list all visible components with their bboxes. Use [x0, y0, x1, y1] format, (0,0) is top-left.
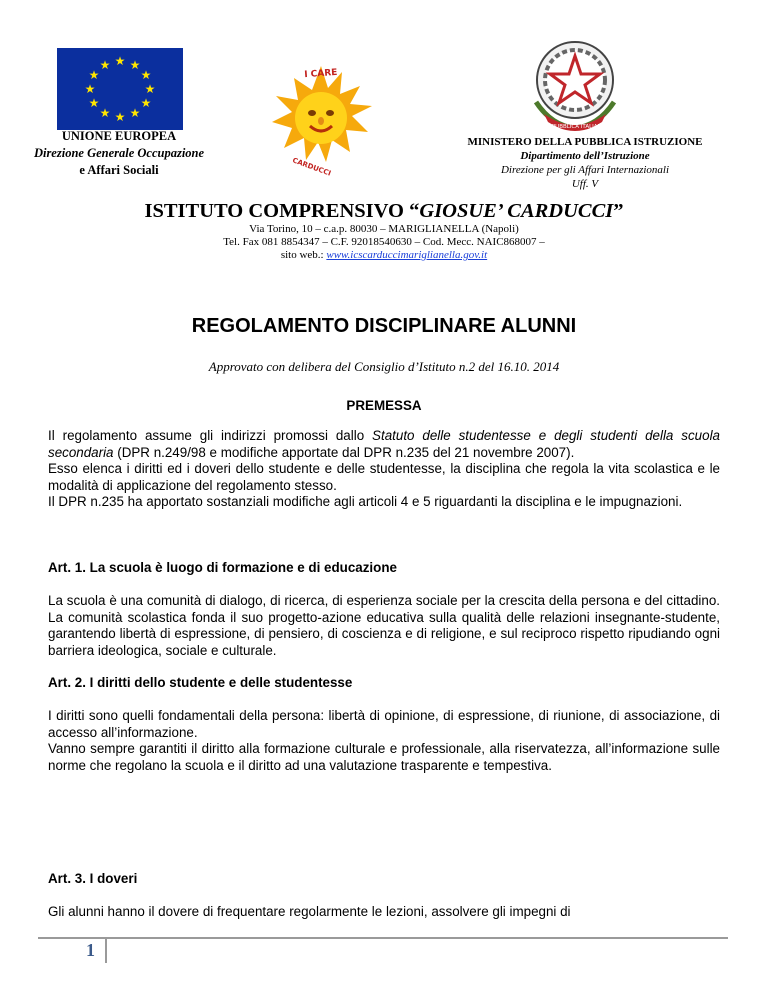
school-name-italic: GIOSUE’ CARDUCCI	[419, 200, 614, 222]
premessa-paragraph	[48, 428, 720, 511]
republic-emblem-icon	[522, 36, 628, 136]
page-number: 1	[86, 940, 95, 960]
art2-p2: Vanno sempre garantiti il diritto alla formazione culturale e professionale, alla riservatezza, all’informazione sulle norme che regolano la scuola e il diritto ad una valutazione trasparente e tempestiva.	[48, 741, 720, 773]
premessa-p3: Il DPR n.235 ha apportato sostanziali modifiche agli articoli 4 e 5 riguardanti la disciplina e le impugnazioni.	[48, 494, 683, 510]
svg-text:I CARE: I CARE	[303, 67, 338, 81]
eu-flag-icon	[57, 48, 183, 130]
art3-text: Gli alunni hanno il dovere di frequentare regolarmente le lezioni, assolvere gli impegni di	[48, 904, 571, 919]
svg-text:★: ★	[144, 82, 156, 96]
svg-text:★: ★	[129, 106, 141, 120]
art1-heading: Art. 1. La scuola è luogo di formazione e di educazione	[48, 560, 397, 575]
art2-heading: Art. 2. I diritti dello studente e delle studentesse	[48, 675, 353, 690]
premessa-p1-start: Il regolamento assume gli indirizzi promossi dallo	[48, 428, 373, 443]
document-title: REGOLAMENTO DISCIPLINARE ALUNNI	[191, 315, 577, 337]
svg-text:★: ★	[140, 68, 152, 82]
ministry-direction: Direzione per gli Affari Internazionali	[500, 164, 670, 176]
svg-text:★: ★	[99, 58, 111, 72]
school-website	[0, 249, 768, 262]
svg-text:★: ★	[88, 68, 100, 82]
school-contacts: Tel. Fax 081 8854347 – C.F. 92018540630 – Cod. Mecc. NAIC868007 –	[223, 236, 545, 248]
school-address: Via Torino, 10 – c.a.p. 80030 – MARIGLIANELLA (Napoli)	[249, 223, 519, 235]
svg-text:★: ★	[84, 82, 96, 96]
italian-republic-emblem	[522, 36, 628, 136]
school-website-link[interactable]: www.icscarduccimariglianella.gov.it	[326, 249, 488, 261]
eu-subtitle-line2: e Affari Sociali	[79, 163, 159, 177]
svg-text:★: ★	[114, 54, 126, 68]
svg-text:CARDUCCI: CARDUCCI	[291, 156, 332, 178]
sun-logo-icon	[262, 58, 380, 178]
svg-text:★: ★	[140, 96, 152, 110]
svg-text:★: ★	[114, 110, 126, 124]
svg-text:★: ★	[88, 96, 100, 110]
premessa-heading: PREMESSA	[346, 398, 422, 413]
premessa-p2: Esso elenca i diritti ed i doveri dello studente e delle studentesse, la disciplina che regola la vita scolastica e le modalità di applicazione del regolamento stesso.	[48, 461, 720, 493]
school-website-label: sito web.:	[280, 249, 327, 261]
svg-text:★: ★	[99, 106, 111, 120]
ministry-office: Uff. V	[571, 178, 599, 190]
school-name-prefix: ISTITUTO COMPRENSIVO “	[144, 200, 420, 222]
art3-heading: Art. 3. I doveri	[48, 871, 138, 886]
emblem-ribbon-text: REPUBBLICA ITALIANA	[544, 124, 606, 130]
art1-text: La scuola è una comunità di dialogo, di ricerca, di esperienza sociale per la crescita della persona e del cittadino. La comunità scolastica fonda il suo progetto-azione educativa sulla qualità delle relazioni insegnante-studente, garantendo libertà di espressione, di pensiero, di coscienza e di religione, e sul reciproco rispetto ripudiando ogni barriera ideologica, sociale e culturale.	[48, 593, 720, 658]
eu-flag-logo	[57, 48, 183, 130]
school-logo	[262, 58, 380, 178]
eu-subtitle-line1: Direzione Generale Occupazione	[33, 146, 205, 160]
footer-separator	[105, 937, 107, 963]
premessa-p1-end: (DPR n.249/98 e modifiche apportate dal DPR n.235 del 21 novembre 2007).	[113, 444, 575, 460]
footer-rule	[38, 937, 728, 939]
art2-p1: I diritti sono quelli fondamentali della persona: libertà di opinione, di espressione, di riunione, di associazione, di accesso all’informazione.	[48, 708, 720, 740]
school-name	[0, 199, 768, 223]
eu-title: UNIONE EUROPEA	[61, 129, 177, 143]
school-name-suffix: ”	[613, 200, 624, 222]
premessa-p1-italic: Statuto delle studentesse e degli studenti della scuola secondaria	[48, 428, 720, 460]
art2-text	[48, 708, 720, 774]
approval-note: Approvato con delibera del Consiglio d’Istituto n.2 del 16.10. 2014	[208, 359, 560, 374]
svg-text:★: ★	[129, 58, 141, 72]
ministry-title: MINISTERO DELLA PUBBLICA ISTRUZIONE	[467, 136, 703, 148]
ministry-department: Dipartimento dell’Istruzione	[520, 150, 650, 162]
